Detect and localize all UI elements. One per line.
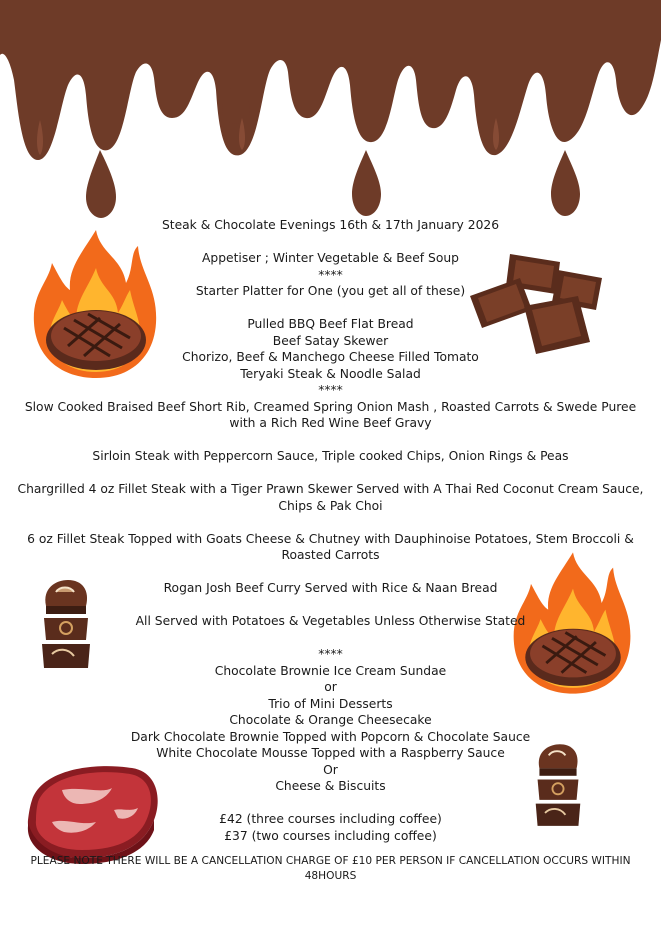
starter-header: Starter Platter for One (you get all of these) — [195, 284, 466, 298]
dessert-item: Chocolate & Orange Cheesecake — [229, 713, 432, 727]
main-item: Rogan Josh Beef Curry Served with Rice & Naan Bread — [163, 581, 498, 595]
starter-item: Pulled BBQ Beef Flat Bread — [247, 317, 414, 331]
price-line: £37 (two courses including coffee) — [224, 828, 437, 843]
cancellation-note: PLEASE NOTE THERE WILL BE A CANCELLATION CHARGE OF £10 PER PERSON IF CANCELLATION OCCURS WITHIN 48HOURS — [30, 855, 631, 882]
starter-item: Beef Satay Skewer — [272, 333, 389, 348]
dessert-item: Trio of Mini Desserts — [268, 696, 393, 711]
chocolate-drip-banner — [0, 0, 661, 230]
main-item: 6 oz Fillet Steak Topped with Goats Cheese & Chutney with Dauphinoise Potatoes, Stem Broccoli & Roasted Carrots — [27, 531, 634, 562]
main-item: Sirloin Steak with Peppercorn Sauce, Triple cooked Chips, Onion Rings & Peas — [92, 449, 569, 463]
separator: **** — [318, 647, 343, 661]
dessert-item: White Chocolate Mousse Topped with a Raspberry Sauce — [156, 746, 505, 760]
price-line: £42 (three courses including coffee) — [219, 812, 442, 826]
dessert-item: Or — [323, 762, 338, 777]
dessert-item: Cheese & Biscuits — [275, 779, 386, 793]
main-item: Slow Cooked Braised Beef Short Rib, Creamed Spring Onion Mash , Roasted Carrots & Swede Puree with a Rich Red Wine Beef Gravy — [24, 399, 637, 430]
menu-text — [0, 217, 661, 884]
dessert-item: Chocolate Brownie Ice Cream Sundae — [214, 663, 447, 678]
starter-item: Chorizo, Beef & Manchego Cheese Filled Tomato — [182, 350, 479, 364]
main-item: Chargrilled 4 oz Fillet Steak with a Tiger Prawn Skewer Served with A Thai Red Coconut Cream Sauce, Chips & Pak Choi — [17, 482, 644, 513]
dessert-item: Dark Chocolate Brownie Topped with Popcorn & Chocolate Sauce — [130, 729, 531, 744]
mains-note: All Served with Potatoes & Vegetables Unless Otherwise Stated — [135, 614, 526, 628]
menu-title: Steak & Chocolate Evenings 16th & 17th January 2026 — [161, 218, 500, 232]
dessert-item: or — [324, 680, 337, 694]
separator: **** — [318, 267, 343, 282]
appetiser: Appetiser ; Winter Vegetable & Beef Soup — [202, 251, 459, 265]
starter-item: Teryaki Steak & Noodle Salad — [240, 366, 421, 381]
separator: **** — [318, 383, 343, 397]
